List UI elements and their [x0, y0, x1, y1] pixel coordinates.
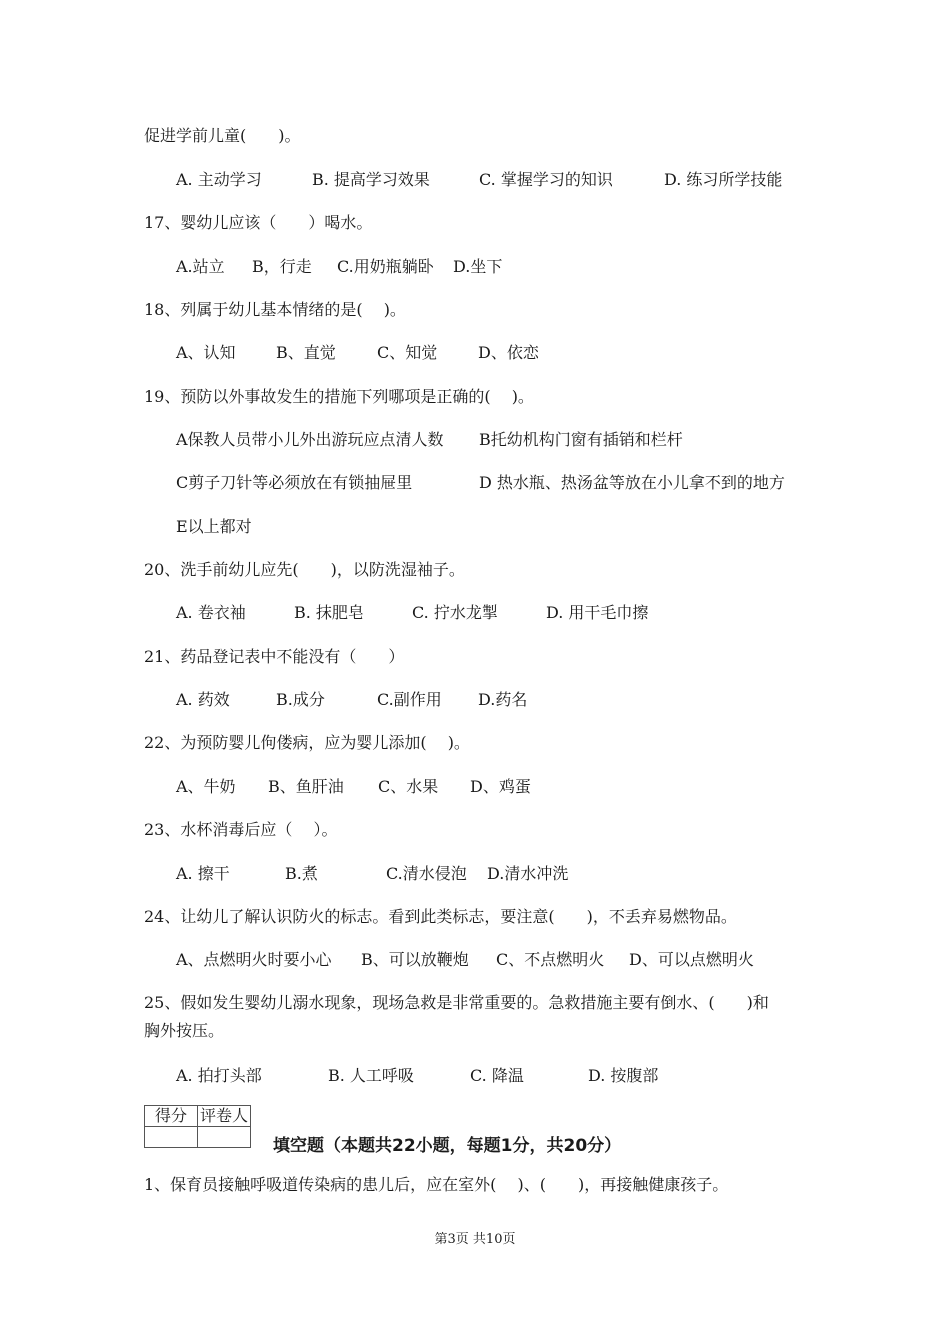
question-25-cont: 胸外按压。: [144, 1021, 225, 1040]
option-b: B. 抹肥皂: [294, 603, 364, 622]
grader-cell[interactable]: [198, 1127, 251, 1148]
option-b: B托幼机构门窗有插销和栏杆: [479, 430, 683, 449]
option-c: C. 降温: [470, 1066, 524, 1085]
option-b: B、鱼肝油: [268, 777, 344, 796]
question-25: 25、假如发生婴幼儿溺水现象，现场急救是非常重要的。急救措施主要有倒水、( )和: [144, 993, 769, 1012]
option-b: B、直觉: [276, 343, 336, 362]
option-d: D 热水瓶、热汤盆等放在小儿拿不到的地方: [479, 473, 785, 492]
option-d: D. 按腹部: [588, 1066, 659, 1085]
question-20: 20、洗手前幼儿应先( )，以防洗湿袖子。: [144, 560, 465, 579]
option-a: A. 药效: [176, 690, 230, 709]
option-d: D、鸡蛋: [470, 777, 531, 796]
option-b: B，行走: [252, 257, 312, 276]
option-a: A保教人员带小儿外出游玩应点清人数: [176, 430, 444, 449]
question-23: 23、水杯消毒后应（ ）。: [144, 820, 338, 839]
option-c: C、水果: [378, 777, 439, 796]
option-c: C.清水侵泡: [386, 864, 467, 883]
grader-header: 评卷人: [198, 1106, 251, 1127]
score-cell[interactable]: [145, 1127, 198, 1148]
option-c: C.副作用: [377, 690, 442, 709]
score-header: 得分: [145, 1106, 198, 1127]
option-b: B、可以放鞭炮: [361, 950, 469, 969]
option-a: A. 卷衣袖: [176, 603, 246, 622]
option-d: D.坐下: [453, 257, 503, 276]
fill-question-1: 1、保育员接触呼吸道传染病的患儿后，应在室外( )、( )，再接触健康孩子。: [144, 1175, 729, 1194]
section-title: 填空题（本题共22小题，每题1分，共20分）: [273, 1136, 622, 1156]
option-c: C剪子刀针等必须放在有锁抽屉里: [176, 473, 413, 492]
question-19: 19、预防以外事故发生的措施下列哪项是正确的( )。: [144, 387, 534, 406]
option-d: D.药名: [478, 690, 528, 709]
option-b: B. 提高学习效果: [312, 170, 430, 189]
option-a: A、点燃明火时要小心: [176, 950, 332, 969]
option-a: A、牛奶: [176, 777, 236, 796]
option-b: B.煮: [285, 864, 318, 883]
option-a: A、认知: [176, 343, 236, 362]
question-16-stem-end: 促进学前儿童( )。: [144, 126, 301, 145]
page-footer: 第3页 共10页: [434, 1232, 516, 1247]
option-c: C、不点燃明火: [496, 950, 605, 969]
option-c: C. 拧水龙掣: [412, 603, 498, 622]
option-d: D. 用干毛巾擦: [546, 603, 649, 622]
option-d: D、依恋: [478, 343, 539, 362]
question-17: 17、婴幼儿应该（ ）喝水。: [144, 213, 373, 232]
option-a: A. 擦干: [176, 864, 230, 883]
score-table: [144, 1105, 251, 1148]
option-c: C、知觉: [377, 343, 438, 362]
question-21: 21、药品登记表中不能没有（ ）: [144, 647, 405, 666]
option-b: B.成分: [276, 690, 325, 709]
question-22: 22、为预防婴儿佝偻病，应为婴儿添加( )。: [144, 733, 470, 752]
option-c: C.用奶瓶躺卧: [337, 257, 434, 276]
option-c: C. 掌握学习的知识: [479, 170, 613, 189]
option-d: D.清水冲洗: [487, 864, 569, 883]
option-a: A.站立: [176, 257, 225, 276]
question-24: 24、让幼儿了解认识防火的标志。看到此类标志，要注意( )，不丢弃易燃物品。: [144, 907, 737, 926]
option-a: A. 主动学习: [176, 170, 262, 189]
option-d: D、可以点燃明火: [629, 950, 754, 969]
option-d: D. 练习所学技能: [664, 170, 783, 189]
question-18: 18、列属于幼儿基本情绪的是( )。: [144, 300, 406, 319]
option-b: B. 人工呼吸: [328, 1066, 414, 1085]
option-e: E以上都对: [176, 517, 252, 536]
option-a: A. 拍打头部: [176, 1066, 262, 1085]
